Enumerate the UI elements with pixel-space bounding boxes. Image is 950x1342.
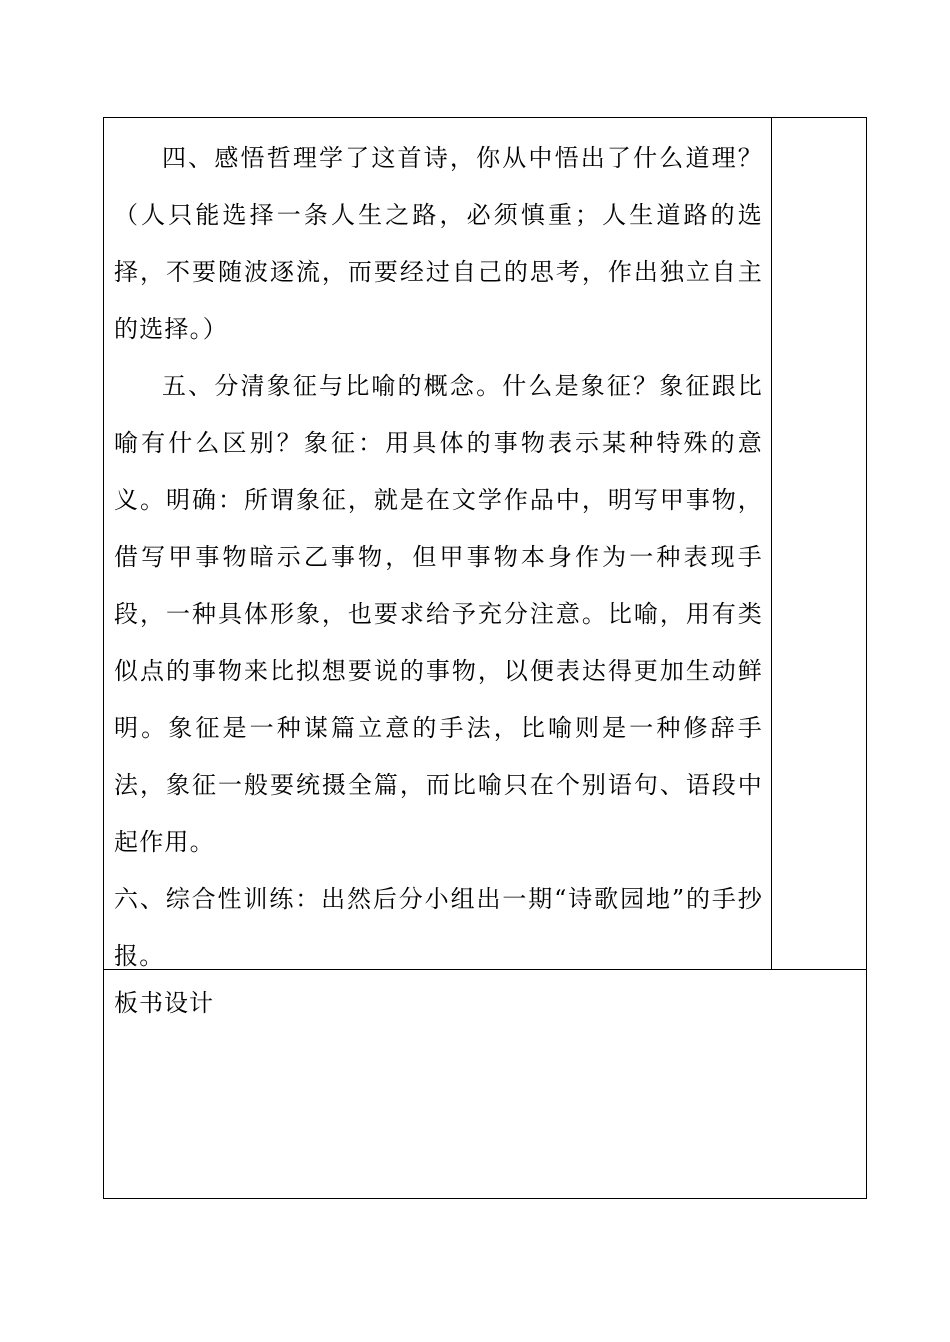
paragraph-section-six: 六、综合性训练：出然后分小组出一期“诗歌园地”的手抄报。 — [114, 885, 763, 970]
paragraph-section-four: 四、感悟哲理学了这首诗，你从中悟出了什么道理？（人只能选择一条人生之路，必须慎重；人生道路的选择，不要随波逐流，而要经过自己的思考，作出独立自主的选择。） — [114, 144, 763, 343]
board-design-label: 板书设计 — [114, 989, 214, 1017]
lesson-plan-table — [103, 117, 867, 1199]
notes-cell — [772, 118, 866, 969]
paragraph-section-five: 五、分清象征与比喻的概念。什么是象征？象征跟比喻有什么区别？象征：用具体的事物表示某种特殊的意义。明确：所谓象征，就是在文学作品中，明写甲事物，借写甲事物暗示乙事物，但甲事物本身作为一种表现手段，一种具体形象，也要求给予充分注意。比喻，用有类似点的事物来比拟想要说的事物，以便表达得更加生动鲜明。象征是一种谋篇立意的手法，比喻则是一种修辞手法，象征一般要统摄全篇，而比喻只在个别语句、语段中起作用。 — [114, 372, 763, 856]
board-design-row — [104, 970, 866, 1198]
teaching-content-cell — [104, 118, 772, 969]
content-row — [104, 118, 866, 970]
